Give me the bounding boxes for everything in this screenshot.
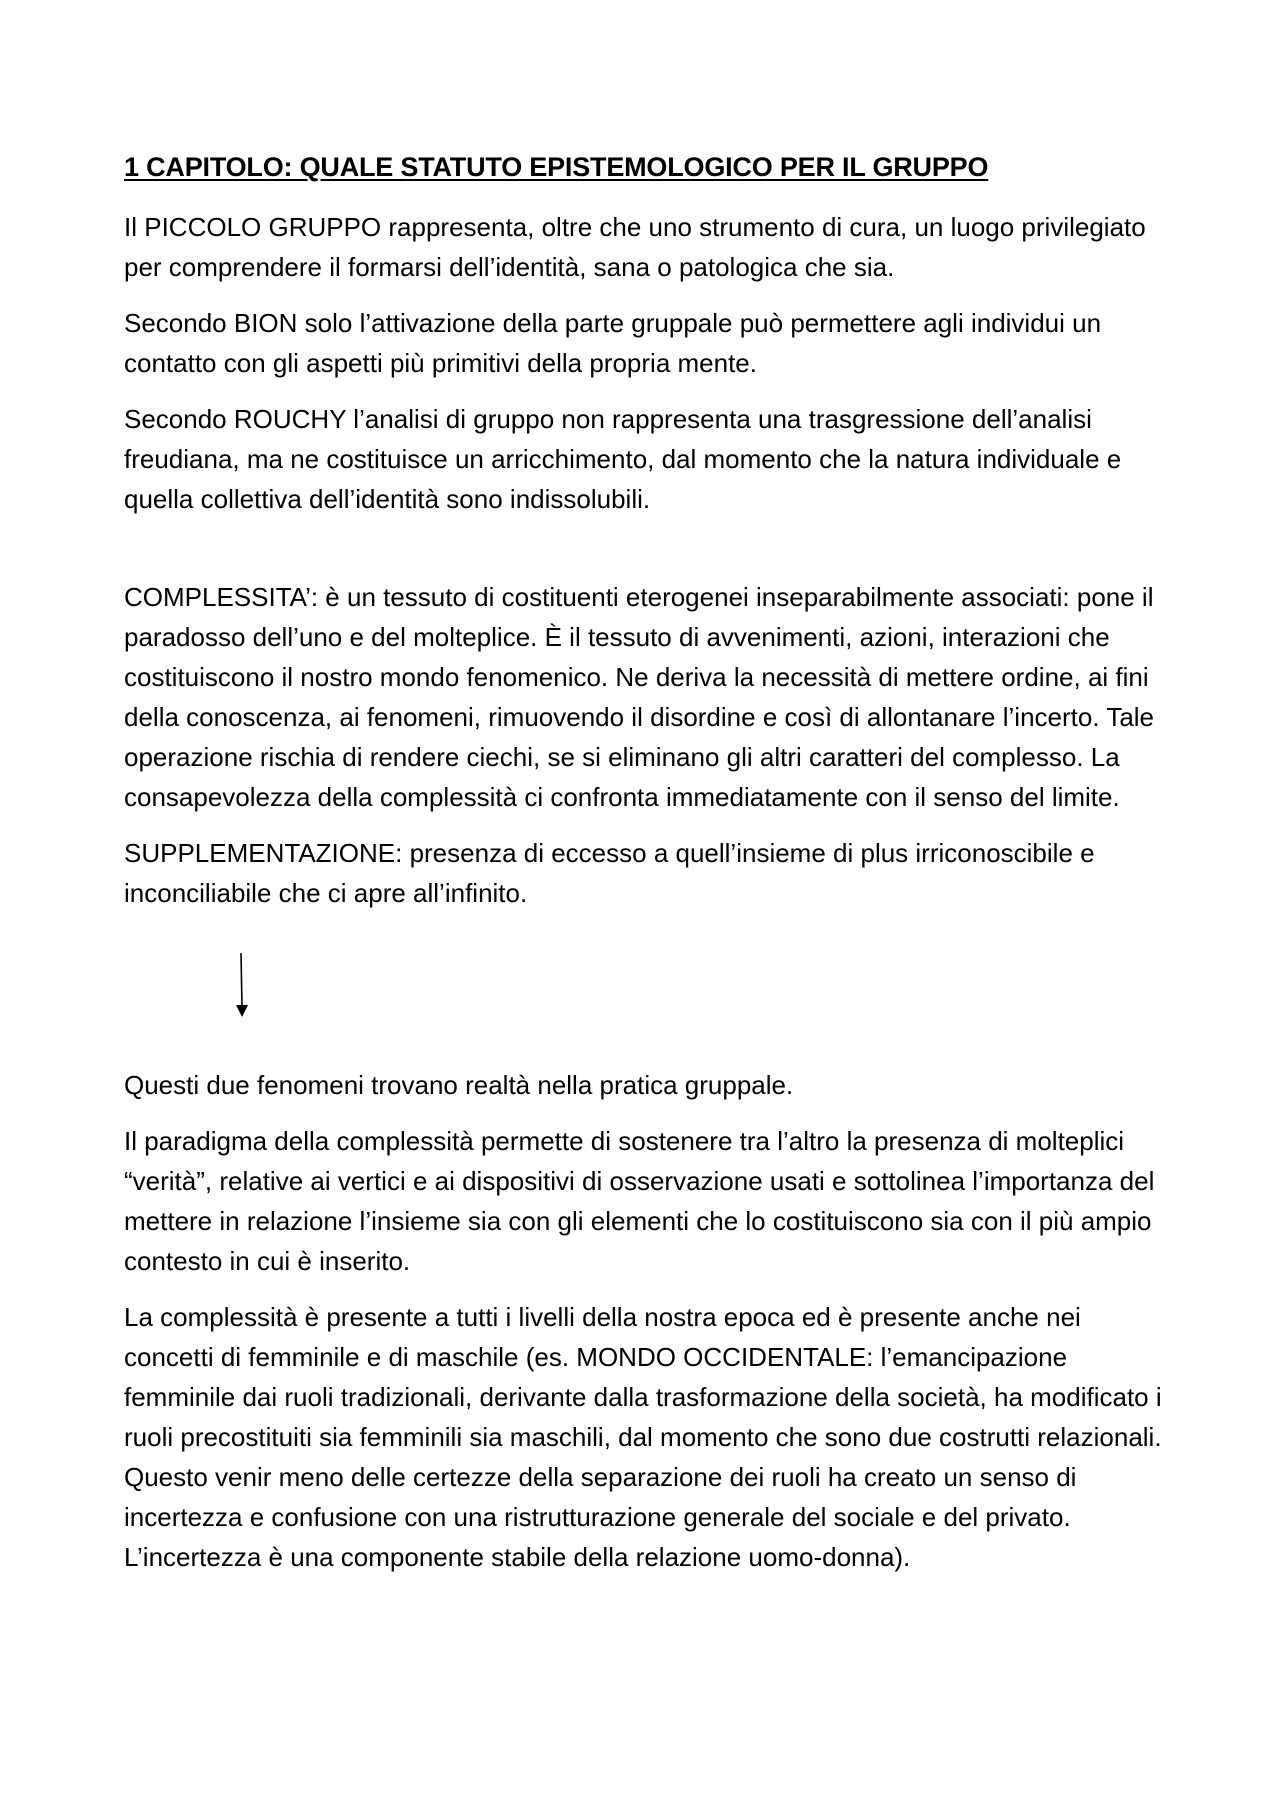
paragraph-femminile-maschile: La complessità è presente a tutti i livelli della nostra epoca ed è presente anche nei concetti di femminile e di maschile (es. MONDO OCCIDENTALE: l’emancipazione femminile dai ruoli tradizionali, derivante dalla trasformazione della società, ha modificato i ruoli precostituiti sia femminili sia maschili, dal momento che sono due costrutti relazionali. Questo venir meno delle certezze della separazione dei ruoli ha creato un senso di incertezza e confusione con una ristrutturazione generale del sociale e del privato. L’incertezza è una componente stabile della relazione uomo-donna). <box>124 1302 1162 1573</box>
arrow-container <box>124 929 1164 1065</box>
paragraph-piccolo-gruppo: Il PICCOLO GRUPPO rappresenta, oltre che uno strumento di cura, un luogo privilegiato per comprendere il formarsi dell’identità, sana o patologica che sia. <box>124 212 1146 283</box>
paragraph-due-fenomeni: Questi due fenomeni trovano realtà nella pratica gruppale. <box>124 1070 794 1101</box>
chapter-title: 1 CAPITOLO: QUALE STATUTO EPISTEMOLOGICO PER IL GRUPPO <box>124 152 989 182</box>
paragraph-rouchy: Secondo ROUCHY l’analisi di gruppo non rappresenta una trasgressione dell’analisi freudiana, ma ne costituisce un arricchimento, dal momento che la natura individuale e quella collettiva dell’identità sono indissolubili. <box>124 404 1122 515</box>
paragraph-supplementazione: SUPPLEMENTAZIONE: presenza di eccesso a quell’insieme di plus irriconoscibile e inconciliabile che ci apre all’infinito. <box>124 838 1095 909</box>
document-page <box>124 150 1164 1593</box>
paragraph-complessita: COMPLESSITA’: è un tessuto di costituenti eterogenei inseparabilmente associati: pone il paradosso dell’uno e del molteplice. È il tessuto di avvenimenti, azioni, interazioni che costituiscono il nostro mondo fenomenico. Ne deriva la necessità di mettere ordine, ai fini della conoscenza, ai fenomeni, rimuovendo il disordine e così di allontanare l’incerto. Tale operazione rischia di rendere ciechi, se si eliminano gli altri caratteri del complesso. La consapevolezza della complessità ci confronta immediatamente con il senso del limite. <box>124 582 1155 813</box>
paragraph-bion: Secondo BION solo l’attivazione della parte gruppale può permettere agli individui un contatto con gli aspetti più primitivi della propria mente. <box>124 308 1102 379</box>
paragraph-paradigma: Il paradigma della complessità permette di sostenere tra l’altro la presenza di molteplici “verità”, relative ai vertici e ai dispositivi di osservazione usati e sottolinea l’importanza del mettere in relazione l’insieme sia con gli elementi che lo costituiscono sia con il più ampio contesto in cui è inserito. <box>124 1126 1155 1277</box>
spacer <box>124 535 1164 577</box>
down-arrow-icon <box>234 953 250 1019</box>
